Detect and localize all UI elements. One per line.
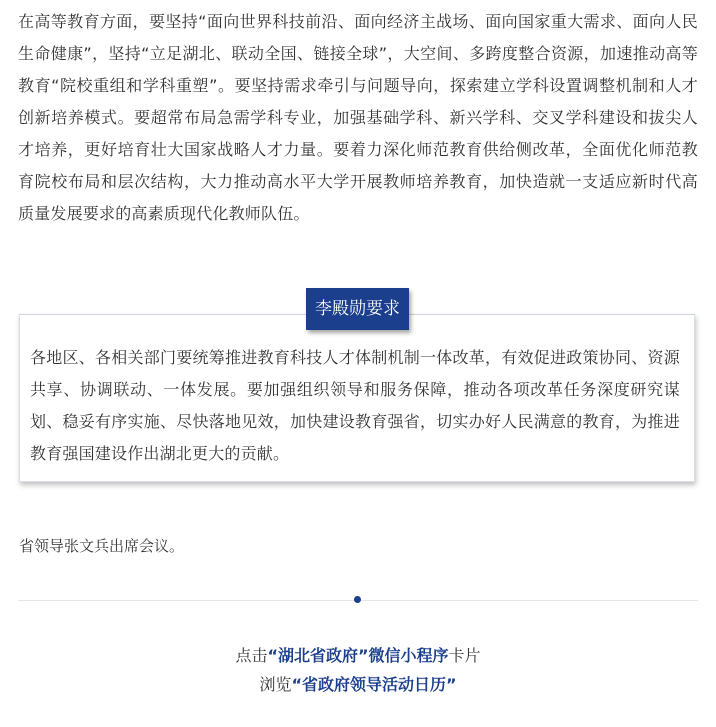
footer-line-2[interactable]: [0, 670, 716, 699]
divider-dot-icon: [354, 596, 361, 603]
mini-program-link[interactable]: “湖北省政府”微信小程序: [267, 646, 449, 665]
article-paragraph: 在高等教育方面，要坚持“面向世界科技前沿、面向经济主战场、面向国家重大需求、面向人民生命健康”，坚持“立足湖北、联动全国、链接全球”，大空间、多跨度整合资源，加速推动高等教育“院校重组和学科重塑”。要坚持需求牵引与问题导向，探索建立学科设置调整机制和人才创新培养模式。要超常布局急需学科专业，加强基础学科、新兴学科、交叉学科建设和拔尖人才培养，更好培育壮大国家战略人才力量。要着力深化师范教育供给侧改革，全面优化师范教育院校布局和层次结构，大力推动高水平大学开展教师培养教育，加快造就一支适应新时代高质量发展要求的高素质现代化教师队伍。: [18, 12, 698, 223]
footer-line2-prefix: 浏览: [259, 675, 292, 694]
callout-text: 各地区、各相关部门要统筹推进教育科技人才体制机制一体改革，有效促进政策协同、资源共享、协调联动、一体发展。要加强组织领导和服务保障，推动各项改革任务深度研究谋划、稳妥有序实施、尽快落地见效，加快建设教育强省，切实办好人民满意的教育，为推进教育强国建设作出湖北更大的贡献。: [30, 348, 680, 463]
footer: [0, 641, 716, 699]
calendar-link[interactable]: “省政府领导活动日历”: [291, 675, 457, 694]
footer-line1-prefix: 点击: [235, 646, 268, 665]
callout-box: [19, 314, 695, 482]
footer-line-1[interactable]: [0, 641, 716, 670]
footer-line1-suffix: 卡片: [448, 646, 481, 665]
callout-badge: 李殿勋要求: [306, 288, 409, 330]
attendance-note: 省领导张文兵出席会议。: [19, 537, 185, 555]
